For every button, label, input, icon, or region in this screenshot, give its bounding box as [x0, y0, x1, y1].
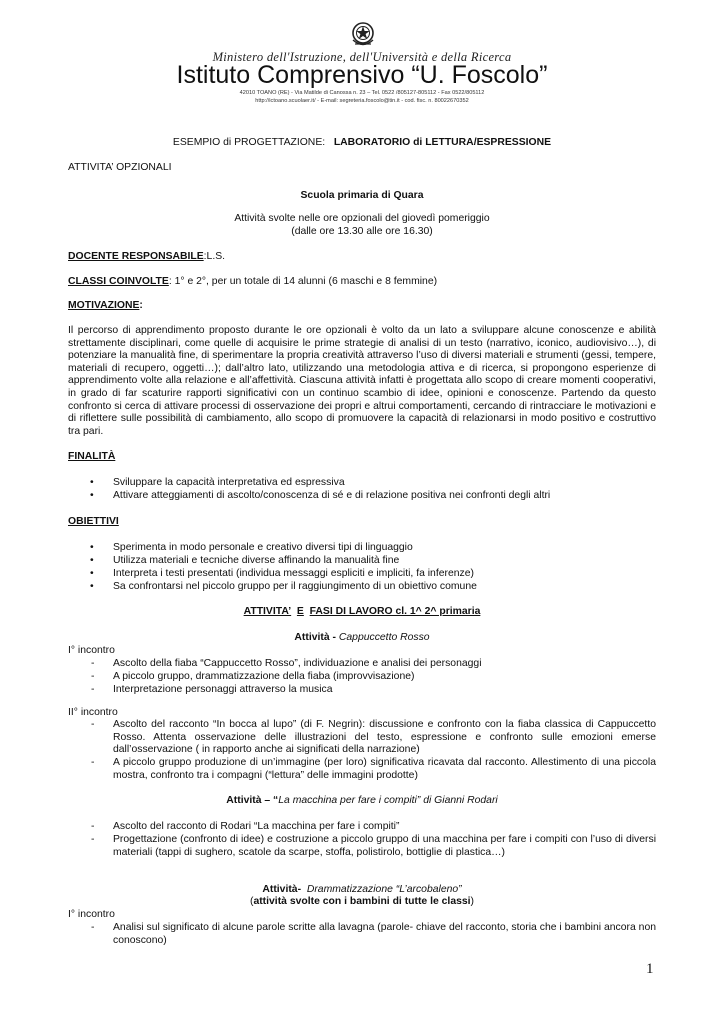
goals-heading: FINALITÀ	[68, 451, 116, 462]
schedule-line-1: Attività svolte nelle ore opzionali del giovedì pomeriggio	[234, 213, 490, 224]
objective-item: Sa confrontarsi nel piccolo gruppo per il raggiungimento di un obiettivo comune	[113, 581, 477, 592]
optional-activities-label: ATTIVITA’ OPZIONALI	[68, 162, 172, 173]
page-number: 1	[646, 961, 654, 977]
school-subtitle: Scuola primaria di Quara	[300, 190, 424, 201]
bullet-icon: •	[90, 477, 94, 488]
school-name: Istituto Comprensivo “U. Foscolo”	[176, 61, 548, 89]
activity-step: A piccolo gruppo, drammatizzazione della fiaba (improvvisazione)	[113, 671, 415, 682]
meeting-label: II° incontro	[68, 707, 118, 718]
activity-3-subtitle: (attività svolte con i bambini di tutte le classi)	[249, 896, 475, 907]
activity-step: Ascolto del racconto “In bocca al lupo” (di F. Negrin): discussione e confronto con la fiaba classica di Cappuccetto Rosso. Attenta osservazione delle illustrazioni del testo, espressione e confronto sulle emozioni emerse dall’osservazione ( in rapporto anche ai significati della narrazione)	[113, 719, 656, 756]
classes-label: CLASSI COINVOLTE	[68, 276, 169, 287]
activity-step: Analisi sul significato di alcune parole scritte alla lavagna (parole- chiave del racconto, storia che i bambini ancora non conoscono)	[113, 922, 656, 946]
bullet-icon: •	[90, 490, 94, 501]
teacher-line	[68, 251, 656, 264]
goal-item: Attivare atteggiamenti di ascolto/conoscenza di sé e di relazione positiva nei confronti degli altri	[113, 490, 551, 501]
italian-republic-emblem-icon	[349, 20, 377, 50]
dash-bullet: -	[91, 821, 95, 832]
activity-2-title: Attività – “La macchina per fare i compiti” di Gianni Rodari	[226, 795, 498, 806]
activity-step: Progettazione (confronto di idee) e costruzione a piccolo gruppo di una macchina per fare i compiti con l’uso di diversi materiali (tappi di sughero, scatole da scarpe, stoffa, polistirolo, bottiglie di plastica…)	[113, 834, 656, 858]
classes-value: : 1° e 2°, per un totale di 14 alunni (6 maschi e 8 femmine)	[168, 276, 438, 287]
example-title: LABORATORIO di LETTURA/ESPRESSIONE	[333, 137, 552, 148]
dash-bullet: -	[91, 834, 95, 845]
example-prefix: ESEMPIO di PROGETTAZIONE:	[172, 137, 326, 148]
schedule-line-2: (dalle ore 13.30 alle ore 16.30)	[291, 226, 433, 237]
dash-bullet: -	[91, 658, 95, 669]
objectives-heading: OBIETTIVI	[68, 516, 119, 527]
objective-item: Utilizza materiali e tecniche diverse affinando la manualità fine	[113, 555, 400, 566]
objective-item: Interpreta i testi presentati (individua messaggi espliciti e impliciti, fa inferenze)	[113, 568, 474, 579]
bullet-icon: •	[90, 542, 94, 553]
goal-item: Sviluppare la capacità interpretativa ed espressiva	[113, 477, 345, 488]
teacher-value: :L.S.	[203, 251, 226, 262]
activity-step: A piccolo gruppo produzione di un’immagine (per loro) significativa ricavata dal racconto. Allestimento di una piccola mostra, confronto tra i compagni (“lettura” delle immagini prodotte)	[113, 757, 656, 781]
school-web-contact: http://ictoano.scuolaer.it/ - E-mail: segreteria.foscolo@tin.it - cod. fisc. n. 80022670352	[255, 98, 469, 104]
bullet-icon: •	[90, 581, 94, 592]
activity-1-title: Attività - Cappuccetto Rosso	[294, 632, 430, 643]
activity-step: Interpretazione personaggi attraverso la musica	[113, 684, 333, 695]
school-address: 42010 TOANO (RE) - Via Matilde di Canossa n. 23 – Tel. 0522 /805127-805112 - Fax 0522/805112	[239, 90, 485, 96]
activity-3-title: Attività- Drammatizzazione “L’arcobaleno”	[262, 884, 462, 895]
activity-step: Ascolto della fiaba “Cappuccetto Rosso”, individuazione e analisi dei personaggi	[113, 658, 482, 669]
motivation-heading: MOTIVAZIONE:	[68, 300, 143, 311]
ministry-name: Ministero dell'Istruzione, dell'Università e della Ricerca	[212, 50, 512, 64]
dash-bullet: -	[91, 719, 95, 730]
activity-step: Ascolto del racconto di Rodari “La macchina per fare i compiti”	[113, 821, 400, 832]
phases-heading: ATTIVITA’ E FASI DI LAVORO cl. 1^ 2^ primaria	[243, 606, 481, 617]
motivation-paragraph: Il percorso di apprendimento proposto durante le ore opzionali è volto da un lato a sviluppare alcune conoscenze e abilità strettamente disciplinari, come quelle di acquisire le prime strategie di analisi di un testo (narrativo, iconico, audiovisivo…), di potenziare la manualità fine, di sperimentare la propria creatività attraverso l’uso di diversi materiali e strumenti (gessi, tempere, materiali di recupero, oggetti…); dall’altro lato, utilizzando una metodologia attiva e di ricerca, si propongono esperienze di apprendimento volte alla relazione e all’affettività. Ciascuna attività infatti è progettata allo scopo di creare momenti cooperativi, in grado di far scaturire rapporti significativi con un continuo scambio di idee, opinioni e conoscenze. Partendo da questo confronto si cerca di attivare processi di osservazione dei propri e altrui comportamenti, cercando di rintracciare le motivazioni e di riflettere sulle possibilità di cambiamento, allo scopo di promuovere la capacità di relazionarsi in modo positivo e costruttivo tra pari.	[68, 325, 656, 437]
bullet-icon: •	[90, 555, 94, 566]
dash-bullet: -	[91, 757, 95, 768]
meeting-label: I° incontro	[68, 909, 115, 920]
dash-bullet: -	[91, 684, 95, 695]
meeting-label: I° incontro	[68, 645, 115, 656]
dash-bullet: -	[91, 671, 95, 682]
objective-item: Sperimenta in modo personale e creativo diversi tipi di linguaggio	[113, 542, 413, 553]
classes-line	[68, 276, 656, 289]
teacher-label: DOCENTE RESPONSABILE	[68, 251, 204, 262]
example-heading	[68, 137, 656, 150]
motivation-label: MOTIVAZIONE	[68, 300, 140, 311]
dash-bullet: -	[91, 922, 95, 933]
bullet-icon: •	[90, 568, 94, 579]
